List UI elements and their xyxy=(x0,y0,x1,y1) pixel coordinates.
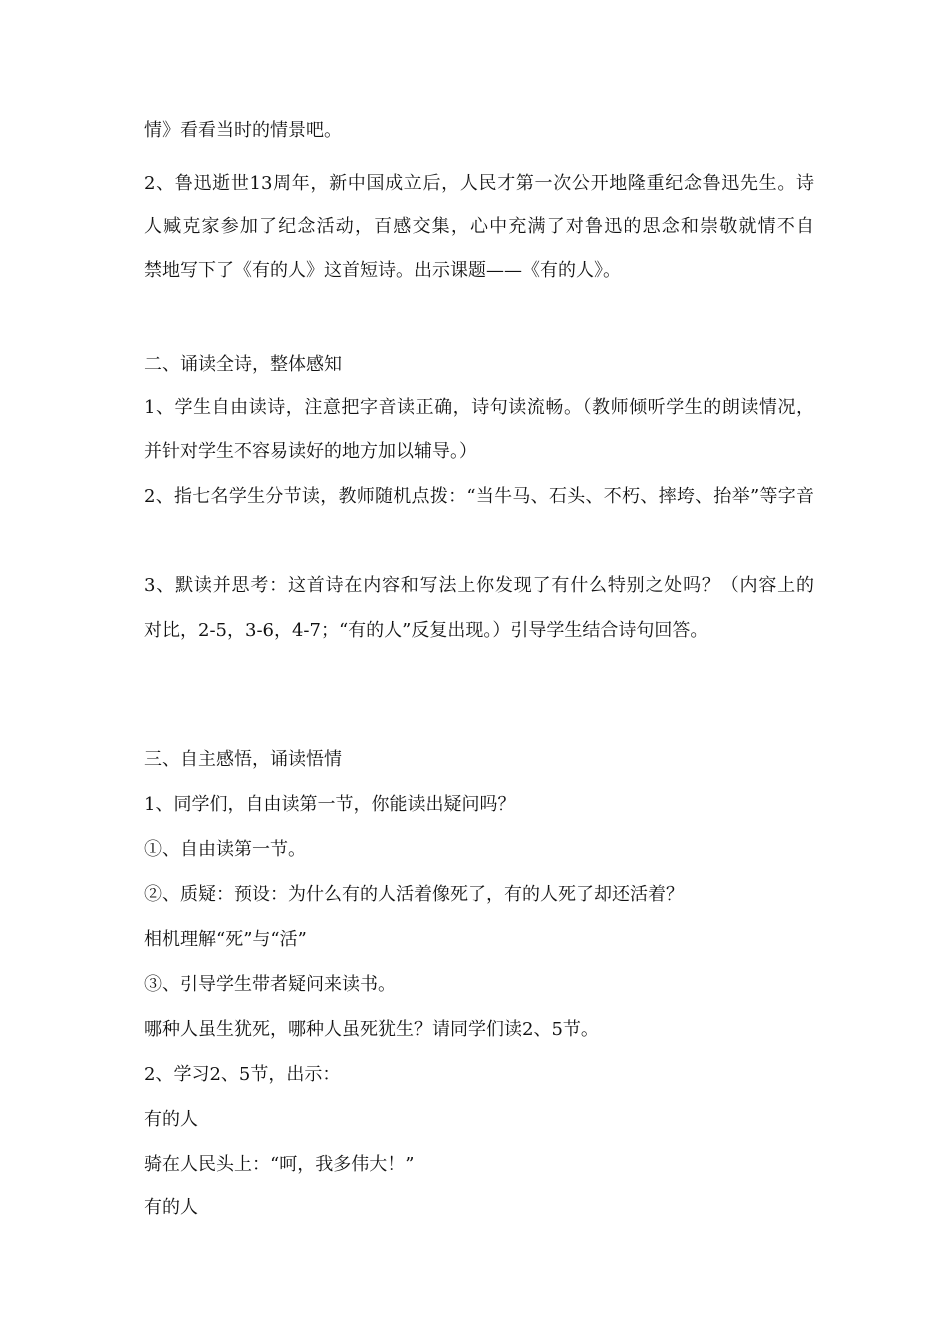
text-line: 1、学生自由读诗，注意把字音读正确，诗句读流畅。（教师倾听学生的朗读情况， xyxy=(144,397,814,418)
section-heading: 二、诵读全诗，整体感知 xyxy=(144,354,342,375)
text-line: 并针对学生不容易读好的地方加以辅导。） xyxy=(144,441,477,462)
poem-line: 有的人 xyxy=(144,1109,198,1130)
text-line: 2、学习2、5节，出示： xyxy=(144,1064,341,1085)
text-line: 禁地写下了《有的人》这首短诗。出示课题——《有的人》。 xyxy=(144,260,621,281)
text-line: 情》看看当时的情景吧。 xyxy=(144,120,342,141)
text-line: 哪种人虽生犹死，哪种人虽死犹生？请同学们读2、5节。 xyxy=(144,1019,599,1040)
poem-line: 骑在人民头上：“呵，我多伟大！” xyxy=(144,1154,415,1175)
text-line: 1、同学们，自由读第一节，你能读出疑问吗？ xyxy=(144,794,516,815)
text-line: ①、自由读第一节。 xyxy=(144,839,306,860)
text-line: ②、质疑：预设：为什么有的人活着像死了，有的人死了却还活着？ xyxy=(144,884,684,905)
text-line: 2、指七名学生分节读，教师随机点拨：“当牛马、石头、不朽、摔垮、抬举”等字音 xyxy=(144,486,814,507)
text-line: 相机理解“死”与“活” xyxy=(144,929,307,950)
text-line: 3、默读并思考：这首诗在内容和写法上你发现了有什么特别之处吗？（内容上的 xyxy=(144,575,814,596)
text-line: 对比，2-5，3-6，4-7；“有的人”反复出现。）引导学生结合诗句回答。 xyxy=(144,620,709,641)
text-line: ③、引导学生带者疑问来读书。 xyxy=(144,974,396,995)
section-heading: 三、自主感悟，诵读悟情 xyxy=(144,749,342,770)
poem-line: 有的人 xyxy=(144,1197,198,1218)
text-line: 2、鲁迅逝世13周年，新中国成立后，人民才第一次公开地隆重纪念鲁迅先生。诗 xyxy=(144,173,814,194)
text-line: 人臧克家参加了纪念活动，百感交集，心中充满了对鲁迅的思念和崇敬就情不自 xyxy=(144,216,814,237)
